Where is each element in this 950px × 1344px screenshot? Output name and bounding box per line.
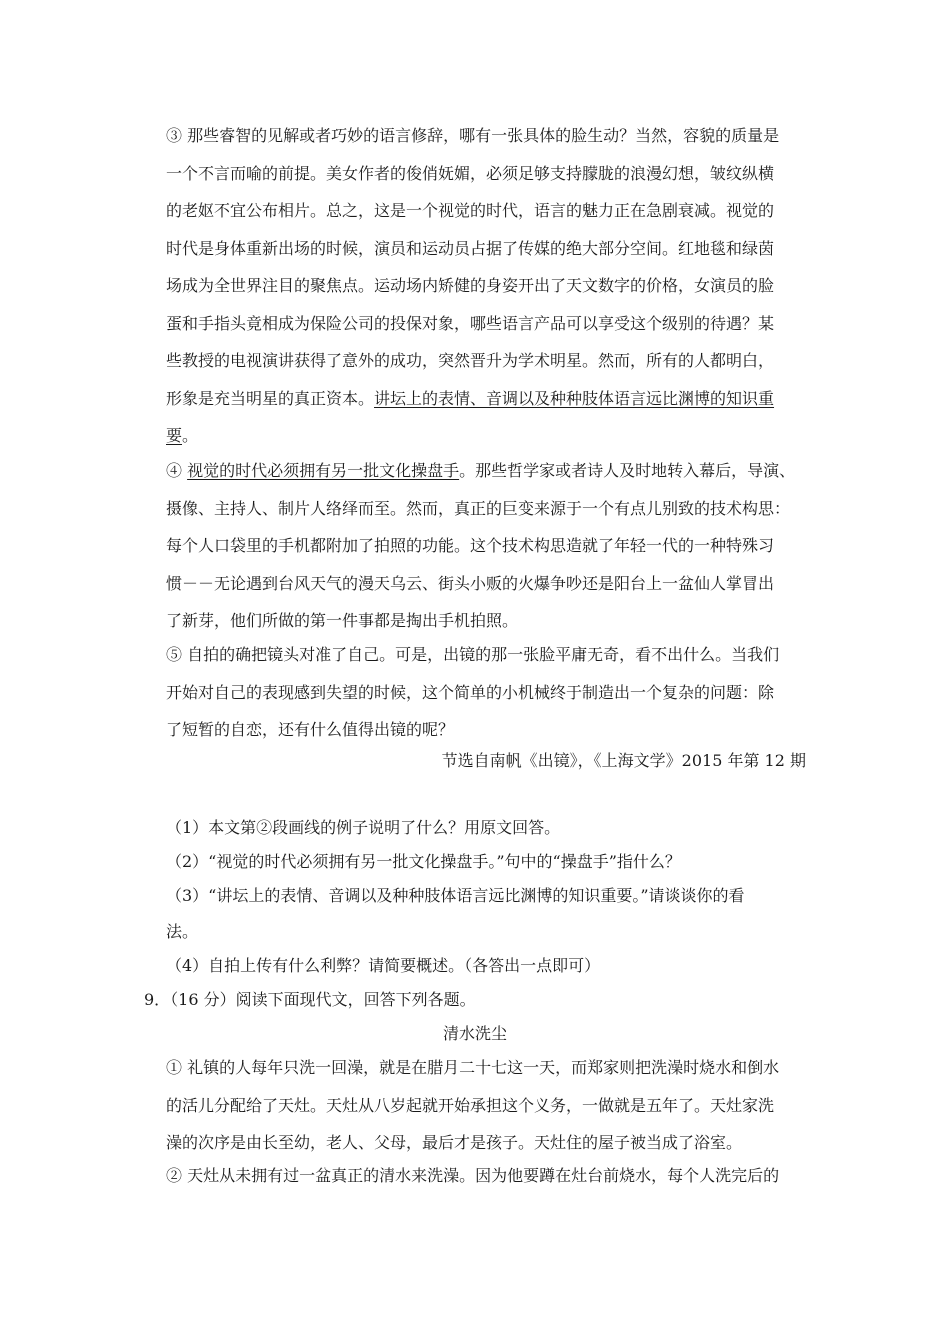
passage-p1-line-1: ① 礼镇的人每年只洗一回澡，就是在腊月二十七这一天，而郑家则把洗澡时烧水和倒水 [166, 1058, 780, 1077]
paragraph-3-line-9 [166, 426, 198, 446]
plain-text: 。 [182, 426, 199, 445]
passage-p1-line-3: 澡的次序是由长至幼，老人、父母，最后才是孩子。天灶住的屋子被当成了浴室。 [166, 1133, 743, 1152]
paragraph-3-line-1: ③ 那些睿智的见解或者巧妙的语言修辞，哪有一张具体的脸生动？当然，容貌的质量是 [166, 126, 780, 145]
underlined-sentence-end: 要 [166, 426, 183, 445]
paragraph-3-line-4: 时代是身体重新出场的时候，演员和运动员占据了传媒的绝大部分空间。红地毯和绿茵 [166, 239, 775, 258]
question-3-line-2: 法。 [166, 922, 199, 941]
question-1: （1）本文第②段画线的例子说明了什么？用原文回答。 [166, 818, 561, 837]
question-9-heading: 9．（16 分）阅读下面现代文，回答下列各题。 [144, 990, 476, 1009]
paragraph-5-line-1: ⑤ 自拍的确把镜头对准了自己。可是，出镜的那一张脸平庸无奇，看不出什么。当我们 [166, 645, 780, 664]
plain-text: 形象是充当明星的真正资本。 [166, 389, 375, 408]
source-citation: 节选自南帆《出镜》，《上海文学》2015 年第 12 期 [441, 751, 806, 770]
paragraph-4-line-5: 了新芽，他们所做的第一件事都是掏出手机拍照。 [166, 611, 519, 630]
underlined-sentence: 视觉的时代必须拥有另一批文化操盘手 [187, 461, 460, 480]
question-4: （4）自拍上传有什么利弊？请简要概述。（各答出一点即可） [166, 956, 601, 975]
passage-p2-line-1: ② 天灶从未拥有过一盆真正的清水来洗澡。因为他要蹲在灶台前烧水，每个人洗完后的 [166, 1166, 780, 1185]
underlined-sentence: 讲坛上的表情、音调以及种种肢体语言远比渊博的知识重 [374, 389, 775, 408]
question-2: （2）“视觉的时代必须拥有另一批文化操盘手。”句中的“操盘手”指什么？ [166, 852, 681, 871]
plain-text: 。那些哲学家或者诗人及时地转入幕后，导演、 [459, 461, 796, 480]
paragraph-5-line-2: 开始对自己的表现感到失望的时候，这个简单的小机械终于制造出一个复杂的问题：除 [166, 683, 775, 702]
paragraph-number: ④ [166, 461, 188, 480]
paragraph-3-line-3: 的老妪不宜公布相片。总之，这是一个视觉的时代，语言的魅力正在急剧衰减。视觉的 [166, 201, 775, 220]
paragraph-5-line-3: 了短暂的自恋，还有什么值得出镜的呢？ [166, 720, 455, 739]
paragraph-4-line-1 [166, 461, 795, 481]
passage-title: 清水洗尘 [442, 1024, 507, 1043]
paragraph-4-line-2: 摄像、主持人、制片人络绎而至。然而，真正的巨变来源于一个有点儿别致的技术构思： [166, 499, 791, 518]
paragraph-3-line-7: 些教授的电视演讲获得了意外的成功，突然晋升为学术明星。然而，所有的人都明白， [166, 351, 775, 370]
paragraph-3-line-5: 场成为全世界注目的聚焦点。运动场内矫健的身姿开出了天文数字的价格，女演员的脸 [166, 276, 775, 295]
paragraph-3-line-8 [166, 389, 774, 409]
paragraph-3-line-6: 蛋和手指头竟相成为保险公司的投保对象，哪些语言产品可以享受这个级别的待遇？某 [166, 314, 775, 333]
paragraph-3-line-2: 一个不言而喻的前提。美女作者的俊俏妩媚，必须足够支持朦胧的浪漫幻想，皱纹纵横 [166, 164, 775, 183]
paragraph-4-line-3: 每个人口袋里的手机都附加了拍照的功能。这个技术构思造就了年轻一代的一种特殊习 [166, 536, 775, 555]
question-3-line-1: （3）“讲坛上的表情、音调以及种种肢体语言远比渊博的知识重要。”请谈谈你的看 [166, 886, 745, 905]
passage-p1-line-2: 的活儿分配给了天灶。天灶从八岁起就开始承担这个义务，一做就是五年了。天灶家洗 [166, 1096, 775, 1115]
paragraph-4-line-4: 惯－－无论遇到台风天气的漫天乌云、街头小贩的火爆争吵还是阳台上一盆仙人掌冒出 [166, 574, 775, 593]
